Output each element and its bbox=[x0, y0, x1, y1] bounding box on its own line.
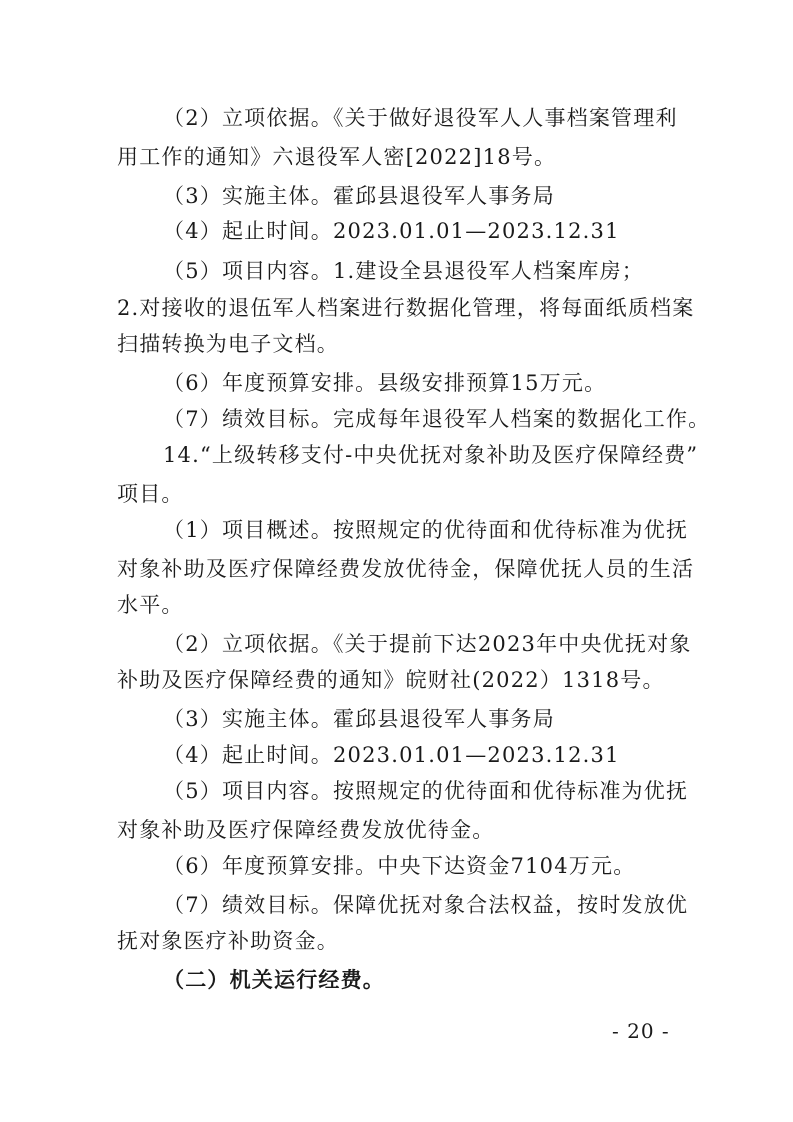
text-line: 2.对接收的退伍军人档案进行数据化管理，将每面纸质档案 bbox=[117, 296, 695, 320]
section-heading: 14.“上级转移支付-中央优抚对象补助及医疗保障经费” bbox=[163, 443, 699, 467]
text-line: （1）项目概述。按照规定的优待面和优待标准为优抚 bbox=[163, 518, 689, 542]
text-line: （4）起止时间。2023.01.01—2023.12.31 bbox=[163, 219, 620, 243]
text-line: （2）立项依据。《关于提前下达2023年中央优抚对象 bbox=[163, 632, 692, 656]
text-line: （7）绩效目标。完成每年退役军人档案的数据化工作。 bbox=[163, 407, 711, 431]
text-line: 对象补助及医疗保障经费发放优待金。 bbox=[117, 818, 495, 842]
text-line: （5）项目内容。按照规定的优待面和优待标准为优抚 bbox=[163, 779, 689, 803]
text-line: （3）实施主体。霍邱县退役军人事务局 bbox=[163, 707, 555, 731]
page-number: - 20 - bbox=[612, 1019, 670, 1043]
text-line: 抚对象医疗补助资金。 bbox=[117, 929, 339, 953]
text-line: （7）绩效目标。保障优抚对象合法权益，按时发放优 bbox=[163, 893, 689, 917]
text-line: （6）年度预算安排。县级安排预算15万元。 bbox=[163, 371, 607, 395]
text-line: 水平。 bbox=[117, 593, 184, 617]
text-line: （3）实施主体。霍邱县退役军人事务局 bbox=[163, 184, 555, 208]
text-line: （2）立项依据。《关于做好退役军人人事档案管理利 bbox=[163, 106, 678, 130]
text-line: 扫描转换为电子文档。 bbox=[117, 332, 339, 356]
section-heading: （二）机关运行经费。 bbox=[163, 968, 385, 992]
text-line: （4）起止时间。2023.01.01—2023.12.31 bbox=[163, 743, 620, 767]
text-line: 补助及医疗保障经费的通知》皖财社(2022）1318号。 bbox=[117, 668, 665, 692]
text-line: 项目。 bbox=[117, 482, 184, 506]
text-line: （6）年度预算安排。中央下达资金7104万元。 bbox=[163, 854, 636, 878]
text-line: （5）项目内容。1.建设全县退役军人档案库房； bbox=[163, 259, 644, 283]
text-line: 对象补助及医疗保障经费发放优待金，保障优抚人员的生活 bbox=[117, 557, 695, 581]
text-line: 用工作的通知》六退役军人密[2022]18号。 bbox=[117, 145, 557, 169]
